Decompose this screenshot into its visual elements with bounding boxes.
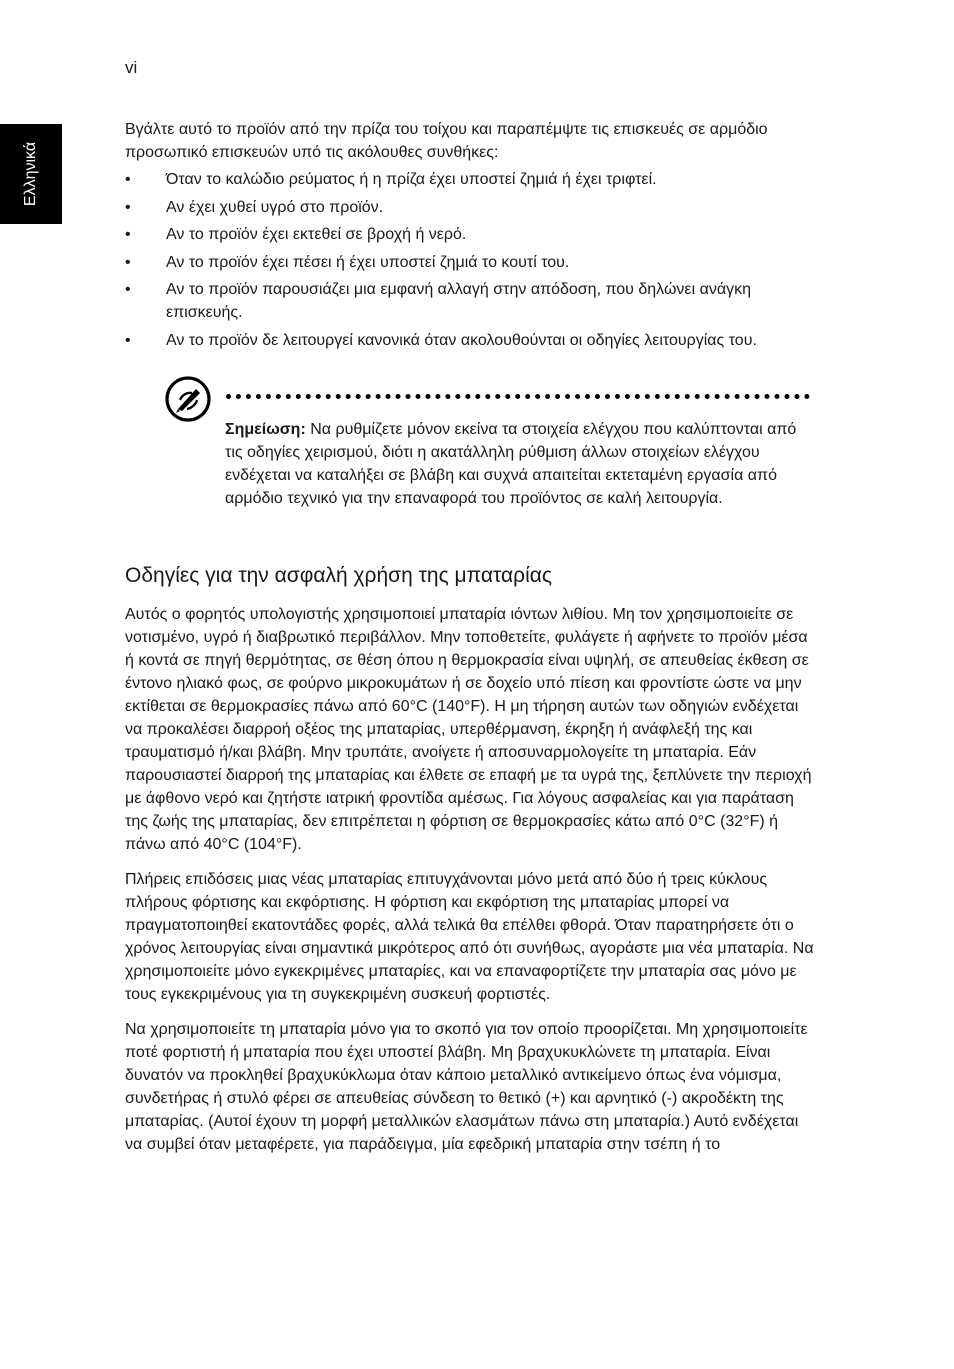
list-item-text: Αν το προϊόν δε λειτουργεί κανονικά όταν ακολουθούνται οι οδηγίες λειτουργίας του. (166, 331, 757, 349)
list-item-text: Αν έχει χυθεί υγρό στο προϊόν. (166, 198, 384, 216)
bullet-icon: • (125, 331, 131, 349)
note-pen-icon (165, 376, 211, 422)
bullet-icon: • (125, 171, 131, 188)
list-item-text: Όταν το καλώδιο ρεύματος ή η πρίζα έχει υποστεί ζημιά ή έχει τριφτεί. (166, 171, 657, 188)
section-paragraph: Αυτός ο φορητός υπολογιστής χρησιμοποιεί μπαταρία ιόντων λιθίου. Μη τον χρησιμοποιείτε σε νοτισμένο, υγρό ή διαβρωτικό περιβάλλον. Μην τοποθετείτε, φυλάγετε ή αφήνετε το προϊόν μέσα ή κοντά σε πηγή θερμότητας, σε θέση όπου η θερμοκρασία είναι υψηλή, σε απευθείας έκθεση σε έντονο ηλιακό φως, σε φούρνο μικροκυμάτων ή σε δοχείο υπό πίεση και φροντίστε ώστε να μην εκτίθεται σε θερμοκρασίες πάνω από 60°C (140°F). Η μη τήρηση αυτών των οδηγιών ενδέχεται να προκαλέσει διαρροή οξέος της μπαταρίας, υπερθέρμανση, έκρηξη ή ανάφλεξή της και τραυματισμό ή/και βλάβη. Μην τρυπάτε, ανοίγετε ή αποσυναρμολογείτε τη μπαταρία. Εάν παρουσιαστεί διαρροή της μπαταρίας και έλθετε σε επαφή με τα υγρά της, ξεπλύνετε την περιοχή με άφθονο νερό και ζητήστε ιατρική φροντίδα αμέσως. Για λόγους ασφαλείας και για παράταση της ζωής της μπαταρίας, δεν επιτρέπεται η φόρτιση σε θερμοκρασίες κάτω από 0°C (32°F) ή πάνω από 40°C (104°F). (125, 605, 812, 853)
conditions-list (125, 168, 815, 352)
list-item (125, 329, 815, 352)
language-side-tab (0, 124, 62, 224)
list-item (125, 223, 815, 246)
list-item (125, 278, 815, 324)
section-paragraph: Πλήρεις επιδόσεις μιας νέας μπαταρίας επιτυγχάνονται μόνο μετά από δύο ή τρεις κύκλους πλήρους φόρτισης και εκφόρτισης. Η φόρτιση και εκφόρτιση της μπαταρίας μπορεί να πραγματοποιηθεί εκατοντάδες φορές, αλλά τελικά θα επέλθει φθορά. Όταν παρατηρήσετε ότι ο χρόνος λειτουργίας είναι σημαντικά μικρότερος από ότι συνήθως, αγοράστε μια νέα μπαταρία. Να χρησιμοποιείτε μόνο εγκεκριμένες μπαταρίες, και να επαναφορτίζετε την μπαταρία σας μόνο με τους εγκεκριμένους για τη συγκεκριμένη συσκευή φορτιστές. (125, 870, 814, 1003)
page-number: vi (125, 58, 138, 77)
list-item-text: Αν το προϊόν έχει εκτεθεί σε βροχή ή νερό. (166, 226, 467, 243)
list-item-text: Αν το προϊόν παρουσιάζει μια εμφανή αλλαγή στην απόδοση, που δηλώνει ανάγκη επισκευής. (166, 281, 751, 321)
note-text (225, 418, 805, 510)
note-label: Σημείωση: (225, 420, 306, 438)
section-title: Οδηγίες για την ασφαλή χρήση της μπαταρίας (125, 563, 553, 587)
bullet-icon: • (125, 253, 131, 271)
list-item (125, 196, 815, 219)
bullet-icon: • (125, 226, 131, 243)
note-body: Να ρυθμίζετε μόνον εκείνα τα στοιχεία ελέγχου που καλύπτονται από τις οδηγίες χειρισμού, διότι η ακατάλληλη ρύθμιση άλλων στοιχείων ελέγχου ενδέχεται να καταλήξει σε βλάβη και συχνά απαιτείται εκτεταμένη εργασία από αρμόδιο τεχνικό για την επαναφορά του προϊόντος σε καλή λειτουργία. (225, 420, 797, 507)
intro-paragraph: Βγάλτε αυτό το προϊόν από την πρίζα του τοίχου και παραπέμψτε τις επισκευές σε αρμόδιο προσωπικό επισκευών υπό τις ακόλουθες συνθήκες: (125, 121, 768, 161)
list-item (125, 168, 815, 191)
list-item-text: Αν το προϊόν έχει πέσει ή έχει υποστεί ζημιά το κουτί του. (166, 253, 570, 271)
note-box (125, 374, 815, 539)
bullet-icon: • (125, 281, 131, 298)
bullet-icon: • (125, 198, 131, 216)
section-paragraph: Να χρησιμοποιείτε τη μπαταρία μόνο για το σκοπό για τον οποίο προορίζεται. Μη χρησιμοποιείτε ποτέ φορτιστή ή μπαταρία που έχει υποστεί βλάβη. Μη βραχυκυκλώνετε τη μπαταρία. Είναι δυνατόν να προκληθεί βραχυκύκλωμα όταν κάποιο μεταλλικό αντικείμενο όπως ένα νόμισμα, συνδετήρας ή στυλό φέρει σε απευθείας σύνδεση το θετικό (+) και αρνητικό (-) ακροδέκτη της μπαταρίας. (Αυτοί έχουν τη μορφή μεταλλικών ελασμάτων πάνω στη μπαταρία.) Αυτό ενδέχεται να συμβεί όταν μεταφέρετε, για παράδειγμα, μία εφεδρική μπαταρία στην τσέπη ή το (125, 1020, 808, 1153)
page-content (125, 118, 815, 1168)
language-tab-label: Ελληνικά (22, 141, 39, 207)
note-dotted-divider (226, 394, 810, 399)
list-item (125, 251, 815, 274)
